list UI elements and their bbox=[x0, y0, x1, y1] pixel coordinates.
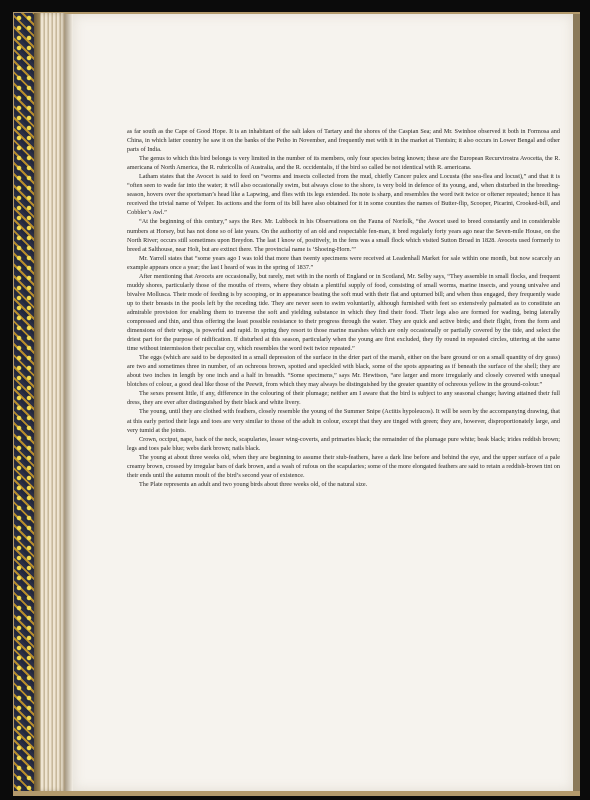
page-edges bbox=[40, 13, 65, 791]
paragraph: The young, until they are clothed with feathers, closely resemble the young of the Summer Snipe (Actitis hypoleucos). It will be seen by the accompanying drawing, that at this early period their legs and toes are very similar to those of the adult in colour, except that they are tinged with green; they are, however, disproportionately large, and very tumid at the joints. bbox=[127, 408, 560, 434]
paragraph: The eggs (which are said to be deposited in a small depression of the surface in the drier part of the marsh, either on the bare ground or on a small quantity of dry grass) are two and sometimes three in number, of an ochreous brown, spotted and speckled with black, some of the spots appearing as if beneath the surface of the shell; they are about two inches in length by one inch and a half in breadth. “Some specimens,” says Mr. Hewitson, “are larger and more irregularly and closely covered with unequal blotches of colour, a good deal like those of the Peewit, from which they may always be distinguished by the greater quantity of ochreous yellow in the ground-colour.” bbox=[127, 354, 560, 389]
book-page bbox=[73, 14, 573, 791]
inner-gutter bbox=[65, 14, 73, 791]
paragraph: The genus to which this bird belongs is very limited in the number of its members, only four species being known; these are the European Recurvirostra Avocetta, the R. americana of North America, the R. rubricollis of Australia, and the R. occidentalis, if the bird so called be not identical with R. americana. bbox=[127, 155, 560, 172]
paragraph: The sexes present little, if any, difference in the colouring of their plumage; neither am I aware that the bird is subject to any seasonal change; having attained their full dress, they are ever after distinguished by their black and white livery. bbox=[127, 390, 560, 407]
decorative-binding-border bbox=[14, 13, 35, 791]
right-cover-edge bbox=[573, 14, 580, 791]
paragraph: The young at about three weeks old, when they are beginning to assume their stub-feathers, have a dark line before and behind the eye, and the upper surface of a pale creamy brown, crossed by irregular bars of dark brown, and a wash of rufous on the scapularies; some of the more elongated feathers are said to retain a reddish-brown tint on their ends until the autumn moult of the bird’s second year of existence. bbox=[127, 453, 560, 479]
paragraph: as far south as the Cape of Good Hope. It is an inhabitant of the salt lakes of Tartary and the shores of the Caspian Sea; and Mr. Swinhoe observed it both in Formosa and China, in which latter country he saw it on the banks of the Peiho in November, and frequently met with it in the market at Tientsin; it also occurs in Lower Bengal and other parts of India. bbox=[127, 128, 560, 154]
paragraph: “At the beginning of this century,” says the Rev. Mr. Lubbock in his Observations on the Fauna of Norfolk, “the Avocet used to breed constantly and in considerable numbers at Horsey, but has not done so of late years. On the authority of an old and respectable fen-man, it bred regularly forty years ago near the Seven-mile House, on the North River; occurs still sometimes upon Breydon. The last I know of, positively, in the fens was a small flock which visited Sutton Broad in 1828. Avocets used formerly to breed at Salthouse, near Holt, but are extinct there. The provincial name is ‘Shoeing-Horn.’” bbox=[127, 218, 560, 253]
paragraph: Mr. Yarrell states that “some years ago I was told that more than twenty specimens were received at Leadenhall Market for sale within one month, but now scarcely an example appears once a year; the last I heard of was in the spring of 1837.” bbox=[127, 254, 560, 271]
paragraph: After mentioning that Avocets are occasionally, but rarely, met with in the north of England or in Scotland, Mr. Selby says, “They assemble in small flocks, and frequent muddy shores, particularly those of the mouths of rivers, where they obtain a plentiful supply of food, consisting of small worms, marine insects, and young univalve and bivalve Mollusca. Their mode of feeding is by scooping, or in appearance beating the soft mud with their flat and upturned bill; and when thus engaged, they frequently wade up to their breasts in the pools left by the receding tide. They are never seen to swim voluntarily, although furnished with feet so extensively palmated as to constitute an admirable provision for enabling them to traverse the soft and yielding substance in which they find their food. Their legs also are formed for wading, being laterally compressed and thin, and thus offering the least possible resistance to their progress through the water. They are quick and active birds; and their flight, from the form and dimensions of their wings, is powerful and rapid. In spring they resort to those marine marshes which are only occasionally or partially covered by the tide, and select the driest part for the purpose of nidification. If disturbed at this season, particularly when the young are first excluded, they fly round in repeated circles, uttering at the same time without intermission their peculiar cry, which resembles the word twit twice repeated.” bbox=[127, 272, 560, 353]
paragraph: Latham states that the Avocet is said to feed on “worms and insects collected from the mud, chiefly Cancer pulex and Locusta (the sea-flea and locust),” and that it is “often seen to wade far into the water; it will also occasionally swim, but always close to the shore, is very bold in defence of its young, and, when disturbed in the breeding-season, hovers over the sportsman’s head like a Lapwing, and flies with its legs extended. Its note is sharp, and resembles the word twit twice or oftener repeated; hence it has received the trivial name of Yelper. Its actions and the form of its bill have also obtained for it in some counties the names of Butter-flip, Scooper, Picarini, Crooked-bill, and Cobbler’s Awl.” bbox=[127, 173, 560, 217]
body-text bbox=[127, 127, 560, 489]
paragraph: The Plate represents an adult and two young birds about three weeks old, of the natural size. bbox=[139, 480, 368, 488]
page-text-block bbox=[127, 127, 560, 489]
paragraph: Crown, occiput, nape, back of the neck, scapularies, lesser wing-coverts, and primaries black; the remainder of the plumage pure white; beak black; irides reddish brown; legs and toes pale blue; webs dark brown; nails black. bbox=[127, 435, 560, 452]
